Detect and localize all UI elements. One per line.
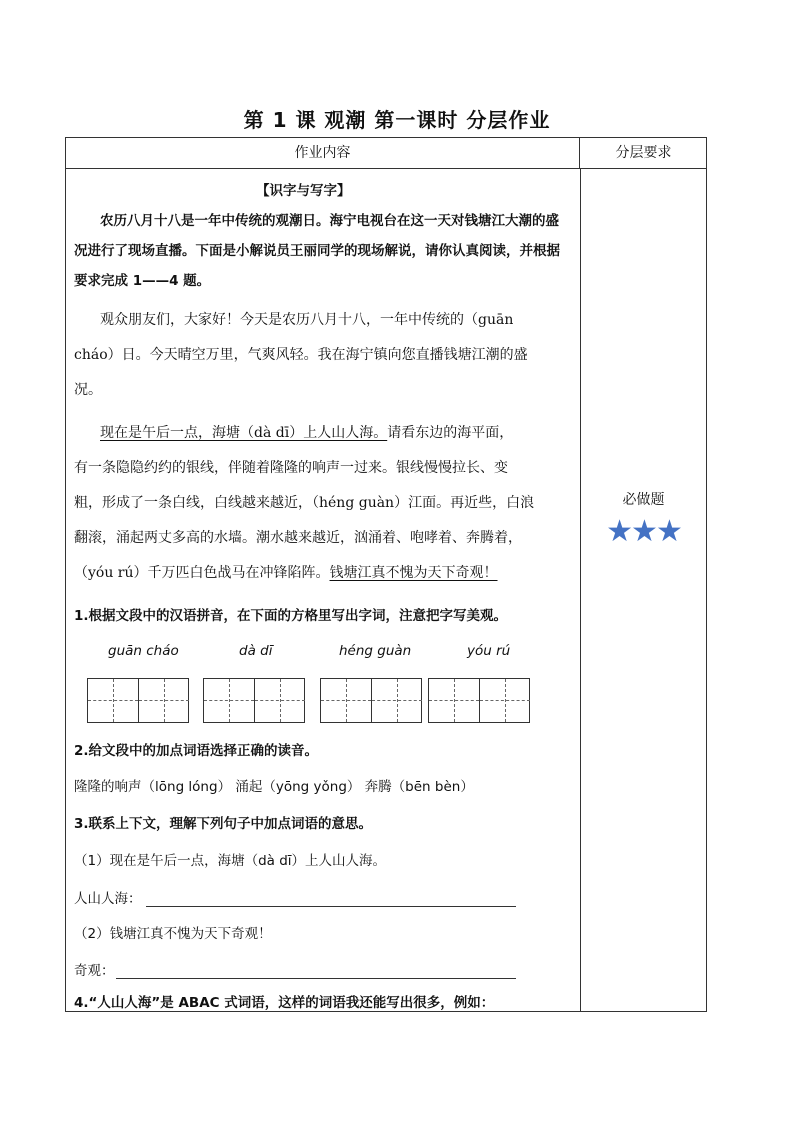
writing-cell[interactable]	[254, 679, 304, 722]
content-cell	[66, 169, 580, 1012]
question-2: 2.给文段中的加点词语选择正确的读音。	[74, 743, 319, 759]
writing-grid-3[interactable]	[320, 678, 422, 723]
passage-p1-line-1: 观众朋友们，大家好！今天是农历八月十八，一年中传统的（guān	[100, 312, 514, 328]
passage-text: 请看东边的海平面，	[387, 425, 514, 441]
intro-line-1: 农历八月十八是一年中传统的观潮日。海宁电视台在这一天对钱塘江大潮的盛	[100, 213, 559, 229]
required-label: 必做题	[622, 492, 665, 508]
underlined-sentence-2: 钱塘江真不愧为天下奇观！	[329, 565, 498, 581]
passage-p2-line-5	[74, 562, 498, 582]
answer-line-2[interactable]	[116, 978, 516, 979]
answer-line-1[interactable]	[146, 906, 516, 907]
writing-cell[interactable]	[371, 679, 421, 722]
writing-cell[interactable]	[138, 679, 188, 722]
passage-p1-line-3: 况。	[74, 382, 102, 398]
underlined-sentence-1: 现在是午后一点，海塘（dà dī）上人山人海。	[100, 425, 388, 441]
passage-p2-line-1	[100, 422, 513, 442]
pinyin-group-3: héng guàn	[339, 643, 412, 659]
writing-cell[interactable]	[479, 679, 529, 722]
pinyin-group-1: guān cháo	[108, 643, 179, 659]
section-heading: 【识字与写字】	[256, 183, 351, 199]
writing-grid-4[interactable]	[428, 678, 530, 723]
answer-label-2: 奇观：	[74, 963, 115, 979]
passage-text: （yóu rú）千万匹白色战马在冲锋陷阵。	[74, 565, 330, 581]
writing-grid-1[interactable]	[87, 678, 189, 723]
requirement-cell	[580, 169, 707, 1012]
writing-cell[interactable]	[88, 679, 138, 722]
passage-p2-line-2: 有一条隐隐约约的银线，伴随着隆隆的响声一过来。银线慢慢拉长、变	[74, 460, 508, 476]
question-1: 1.根据文段中的汉语拼音，在下面的方格里写出字词，注意把字写美观。	[74, 608, 508, 624]
passage-p1-line-2: cháo）日。今天晴空万里，气爽风轻。我在海宁镇向您直播钱塘江潮的盛	[74, 347, 528, 363]
writing-cell[interactable]	[321, 679, 371, 722]
question-3-sentence-1: （1）现在是午后一点，海塘（dà dī）上人山人海。	[74, 853, 387, 869]
page-title: 第 1 课 观潮 第一课时 分层作业	[243, 108, 551, 132]
question-2-options: 隆隆的响声（lōng lóng） 涌起（yōng yǒng） 奔腾（bēn bèn）	[74, 779, 474, 795]
pinyin-group-2: dà dī	[239, 643, 273, 659]
writing-cell[interactable]	[429, 679, 479, 722]
star-rating-icon: ★★★	[606, 514, 681, 549]
header-content: 作业内容	[66, 138, 580, 169]
passage-p2-line-4: 翻滚，涌起两丈多高的水墙。潮水越来越近，汹涌着、咆哮着、奔腾着，	[74, 530, 522, 546]
homework-table	[65, 137, 707, 1012]
question-4: 4.“人山人海”是 ABAC 式词语，这样的词语我还能写出很多，例如：	[74, 995, 495, 1011]
header-requirement: 分层要求	[580, 138, 707, 169]
pinyin-group-4: yóu rú	[467, 643, 511, 659]
answer-label-1: 人山人海：	[74, 891, 142, 907]
intro-line-3: 要求完成 1——4 题。	[74, 273, 211, 289]
intro-line-2: 况进行了现场直播。下面是小解说员王丽同学的现场解说，请你认真阅读，并根据	[74, 243, 560, 259]
question-3-sentence-2: （2）钱塘江真不愧为天下奇观！	[74, 926, 272, 942]
passage-p2-line-3: 粗，形成了一条白线，白线越来越近，（héng guàn）江面。再近些，白浪	[74, 495, 535, 511]
writing-cell[interactable]	[204, 679, 254, 722]
question-3: 3.联系上下文，理解下列句子中加点词语的意思。	[74, 816, 373, 832]
writing-grid-2[interactable]	[203, 678, 305, 723]
